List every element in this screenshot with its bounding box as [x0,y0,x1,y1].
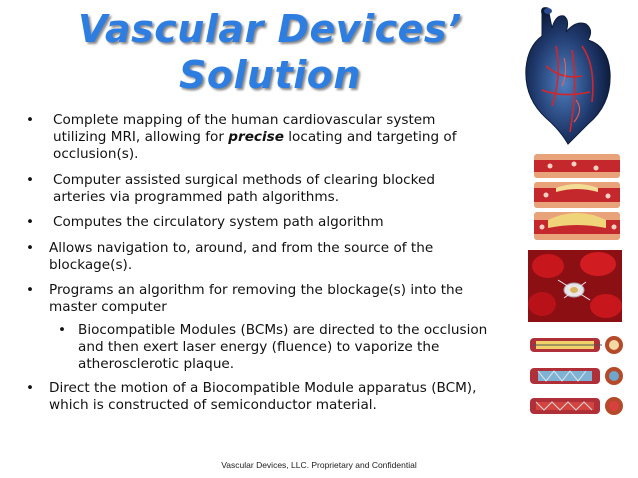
slide-title [40,6,500,98]
bullet-text: Computes the circulatory system path algorithm [53,214,384,230]
title-line-2: Solution [179,53,361,97]
emphasis-text: precise [228,129,284,145]
title-line-1: Vascular Devices’ [78,7,462,51]
bullet-marker: • [26,282,35,298]
bullet-marker: • [26,214,35,230]
bullet-text: Complete mapping of the human cardiovascular system utilizing MRI, allowing for precise locating and targeting of occlusion(s). [53,112,457,162]
bullet-text: Programs an algorithm for removing the blockage(s) into the master computer [49,282,464,315]
bullet-marker: • [58,322,67,338]
heart-illustration [512,6,622,146]
bullet-text: Biocompatible Modules (BCMs) are directed to the occlusion and then exert laser energy (fluence) to vaporize the atherosclerotic plaque. [78,322,488,372]
artery-plaque-stages-image [534,152,620,242]
stent-sequence-image [530,330,626,420]
bullet-text: Allows navigation to, around, and from the source of the blockage(s). [49,240,434,273]
slide-footer: Vascular Devices, LLC. Proprietary and Confidential [221,460,417,470]
bullet-marker: • [26,112,35,128]
bullet-text: Computer assisted surgical methods of clearing blocked arteries via programmed path algorithms. [53,172,436,205]
bullet-marker: • [26,240,35,256]
bullet-marker: • [26,172,35,188]
bullet-marker: • [26,380,35,396]
bullet-text: Direct the motion of a Biocompatible Module apparatus (BCM), which is constructed of semiconductor material. [49,380,477,413]
blood-cells-image [528,250,622,322]
